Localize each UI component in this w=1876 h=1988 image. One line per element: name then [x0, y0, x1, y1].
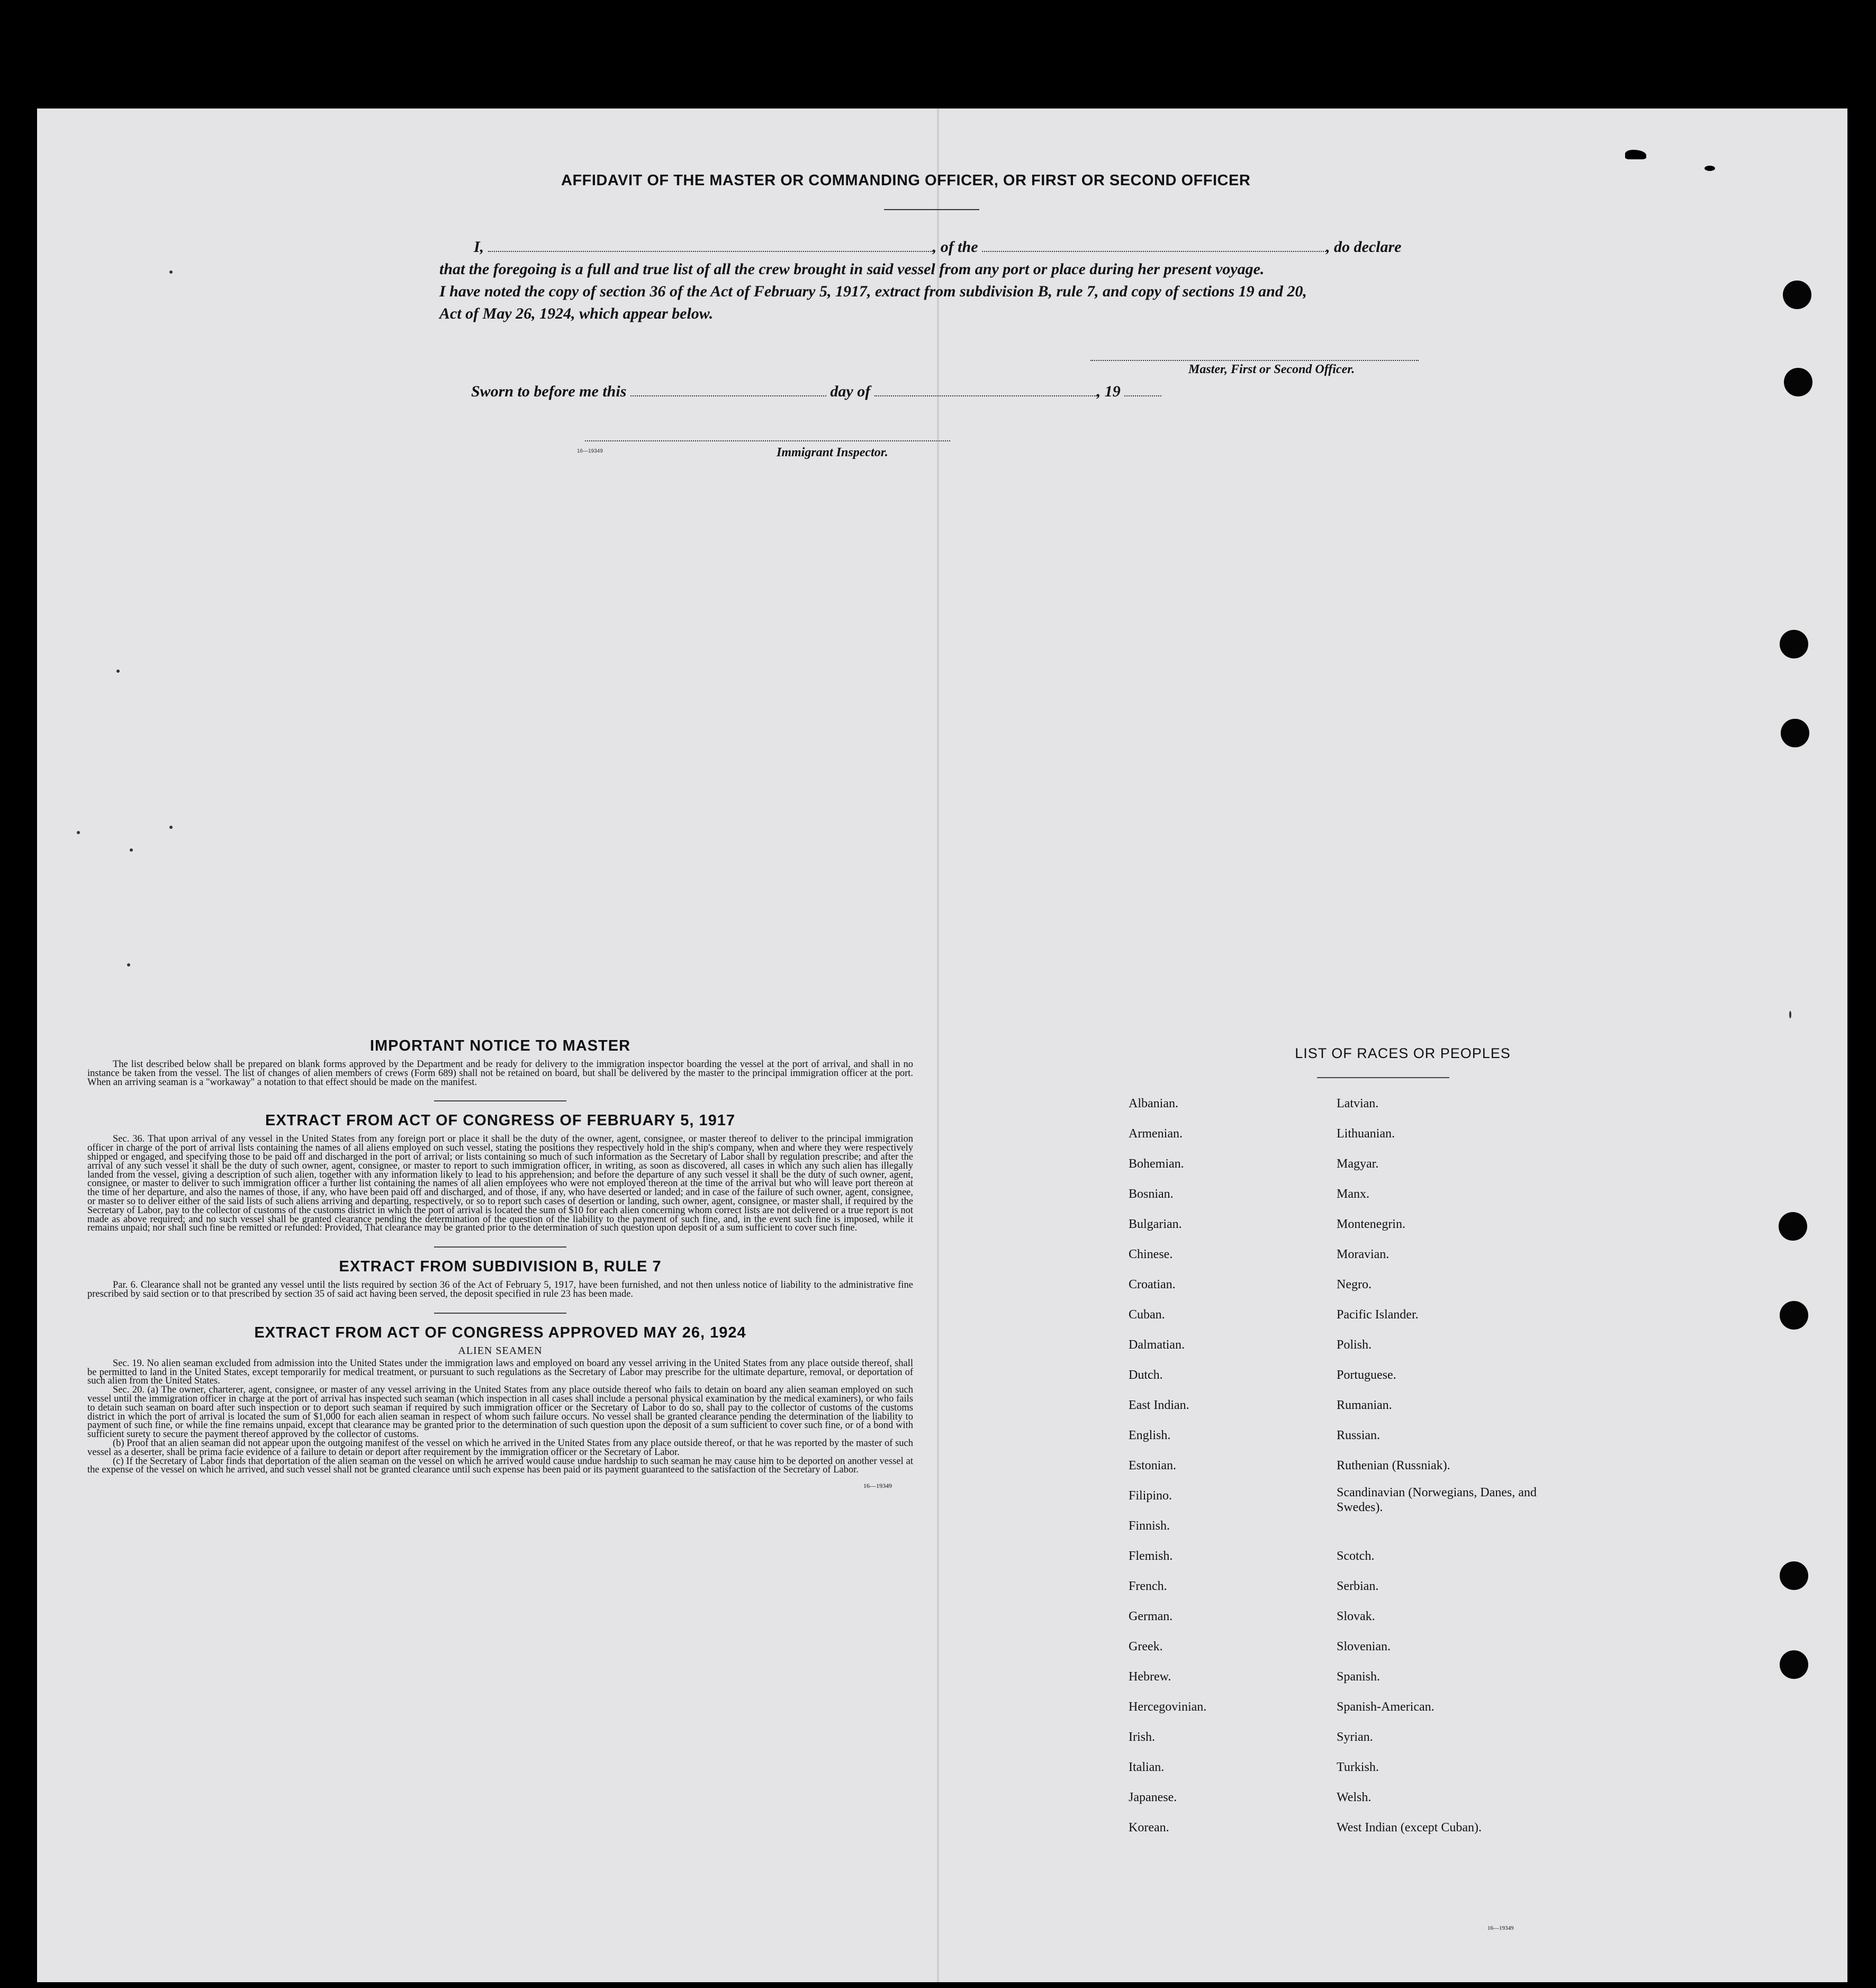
race-item: Rumanian. — [1337, 1398, 1392, 1412]
sworn-year: , 19 — [1096, 383, 1121, 400]
race-item: Manx. — [1337, 1187, 1369, 1201]
race-item: Chinese. — [1129, 1248, 1173, 1261]
race-item: Bosnian. — [1129, 1187, 1174, 1201]
race-item: Japanese. — [1129, 1791, 1177, 1804]
title-divider — [884, 209, 979, 210]
race-item: East Indian. — [1129, 1398, 1189, 1412]
paper-speck — [77, 831, 80, 834]
race-item: Armenian. — [1129, 1127, 1183, 1141]
punch-hole — [1784, 368, 1812, 396]
races-column-b — [1337, 1089, 1570, 1843]
notices-column — [87, 1037, 913, 1490]
extract-1917-paragraph: Sec. 36. That upon arrival of any vessel in the United States from any foreign port or place it shall be the duty of the owner, agent, consignee, or master thereof to deliver to the principal immigration officer in charge of the port of arrival lists containing the names of all aliens employed on such vessel, stating the positions they respectively hold in the ship's company, when and where they were respectively shipped or engaged, and specifying those to be paid off and discharged in the port of arrival; or lists containing so much of such information as the Secretary of Labor shall by regulation prescribe; and after the arrival of any such vessel it shall be the duty of such owner, agent, consignee, or master to report to such immigration officer, in writing, as soon as discovered, all cases in which any such alien has illegally landed from the vessel, giving a description of such alien, together with any information likely to lead to his apprehension; and before the departure of any such vessel it shall be the duty of such owner, agent, consignee, or master to deliver to such immigration officer a further list containing the names of all alien employees who were not employed thereon at the time of the arrival but who will leave port thereon at the time of her departure, and also the names of those, if any, who have been paid off and discharged, and of those, if any, who have deserted or landed; and in case of the failure of such owner, agent, consignee, or master so to deliver either of the said lists of such aliens arriving and departing, respectively, or so to report such cases of desertion or landing, such owner, agent, consignee, or master shall, if required by the Secretary of Labor, pay to the collector of customs of the customs district in which the port of arrival is located the sum of $10 for each alien concerning whom correct lists are not delivered or a true report is not made as above required; and no such vessel shall be granted clearance pending the determination of the question of the liability to the payment of such fine, and, in the event such fine is imposed, while it remains unpaid; nor shall such fine be remitted or refunded: Provided, That clearance may be granted prior to the determination of such question upon deposit of a sum sufficient to cover such fine. — [87, 1134, 913, 1234]
race-item: Finnish. — [1129, 1519, 1170, 1533]
paper-speck — [116, 670, 120, 673]
race-item: Russian. — [1337, 1429, 1381, 1442]
race-item: Pacific Islander. — [1337, 1308, 1419, 1322]
notice-heading: IMPORTANT NOTICE TO MASTER — [369, 1037, 631, 1054]
master-signature-field[interactable] — [1090, 360, 1419, 361]
extract-rule7-heading: EXTRACT FROM SUBDIVISION B, RULE 7 — [339, 1258, 662, 1276]
race-item: Magyar. — [1337, 1157, 1379, 1171]
declaration-text-line: Act of May 26, 1924, which appear below. — [439, 305, 714, 322]
paper-speck — [169, 270, 173, 274]
races-column-a — [1129, 1089, 1319, 1843]
race-item: Spanish. — [1337, 1670, 1381, 1684]
race-item: French. — [1129, 1579, 1167, 1593]
sworn-month-field[interactable] — [874, 392, 1097, 396]
punch-hole — [1780, 1301, 1808, 1330]
punch-hole — [1781, 719, 1809, 747]
race-item: Serbian. — [1337, 1579, 1379, 1593]
race-item: Welsh. — [1337, 1791, 1372, 1804]
race-item: Scotch. — [1337, 1549, 1375, 1563]
race-item: Dutch. — [1129, 1368, 1163, 1382]
section-divider — [434, 1100, 566, 1101]
extract-rule7-paragraph: Par. 6. Clearance shall not be granted any vessel until the lists required by section 36 of the Act of February 5, 1917, have been furnished, and not then unless notice of liability to the administrative fine prescribed by said section or to that prescribed by section 35 of said act having been served, the deposit specified in rule 23 has been made. — [87, 1280, 913, 1299]
declaration-of-the: , of the — [932, 238, 978, 256]
inspector-signature-field[interactable] — [585, 440, 950, 441]
race-item: Syrian. — [1337, 1730, 1373, 1744]
form-number: 16—19349 — [1487, 1925, 1514, 1931]
race-item: Bohemian. — [1129, 1157, 1184, 1171]
sworn-day-of: day of — [830, 383, 871, 400]
race-item: Italian. — [1129, 1760, 1165, 1774]
sworn-line — [471, 383, 1161, 401]
race-item: Spanish-American. — [1337, 1700, 1435, 1714]
punch-hole — [1780, 630, 1808, 658]
race-item: Greek. — [1129, 1640, 1163, 1653]
race-item: Albanian. — [1129, 1097, 1178, 1110]
race-item: Negro. — [1337, 1278, 1372, 1291]
vessel-name-field[interactable] — [982, 248, 1326, 252]
extract-1924-heading: EXTRACT FROM ACT OF CONGRESS APPROVED MAY 26, 1924 — [254, 1324, 746, 1341]
race-item: German. — [1129, 1610, 1173, 1623]
punch-hole — [1779, 1212, 1807, 1241]
section-divider — [434, 1246, 566, 1248]
inspector-signature-label: Immigrant Inspector. — [777, 446, 888, 459]
race-item: West Indian (except Cuban). — [1337, 1821, 1482, 1835]
declaration-i: I, — [474, 238, 484, 256]
declaration-text-line: that the foregoing is a full and true list of all the crew brought in said vessel from any port or place during her present voyage. — [439, 260, 1265, 278]
sworn-year-field[interactable] — [1124, 392, 1161, 396]
alien-seamen-subheading: ALIEN SEAMEN — [458, 1344, 543, 1357]
race-item: Montenegrin. — [1337, 1217, 1405, 1231]
race-item: Dalmatian. — [1129, 1338, 1185, 1352]
paper-speck — [127, 963, 130, 966]
paper-speck — [1789, 1011, 1791, 1018]
paper-speck — [1704, 166, 1715, 171]
race-item: Slovenian. — [1337, 1640, 1391, 1653]
race-item: English. — [1129, 1429, 1171, 1442]
race-item: Turkish. — [1337, 1760, 1379, 1774]
race-item: Hebrew. — [1129, 1670, 1171, 1684]
race-item: Filipino. — [1129, 1489, 1172, 1503]
race-item: Croatian. — [1129, 1278, 1176, 1291]
race-item: Cuban. — [1129, 1308, 1165, 1322]
race-item: Slovak. — [1337, 1610, 1375, 1623]
race-item: Korean. — [1129, 1821, 1169, 1835]
race-item: Ruthenian (Russniak). — [1337, 1459, 1450, 1472]
declaration-text-line: I have noted the copy of section 36 of the Act of February 5, 1917, extract from subdivision B, rule 7, and copy of sections 19 and 20, — [439, 283, 1307, 300]
races-divider — [1317, 1077, 1449, 1078]
race-item: Portuguese. — [1337, 1368, 1396, 1382]
race-item: Estonian. — [1129, 1459, 1176, 1472]
race-item: Latvian. — [1337, 1097, 1379, 1110]
races-list-heading: LIST OF RACES OR PEOPLES — [1295, 1045, 1511, 1061]
paper-speck — [1625, 150, 1646, 159]
sworn-prefix: Sworn to before me this — [471, 383, 627, 400]
race-item: Lithuanian. — [1337, 1127, 1395, 1141]
punch-hole — [1780, 1650, 1808, 1679]
affidavit-title: AFFIDAVIT OF THE MASTER OR COMMANDING OFFICER, OR FIRST OR SECOND OFFICER — [561, 172, 1251, 189]
section-20b-paragraph: (b) Proof that an alien seaman did not appear upon the outgoing manifest of the vessel on which he arrived in the United States from any place outside thereof, or that he was reported by the master of such vessel as a deserter, shall be prima facie evidence of a failure to detain or deport after requirement by the immigration officer or the Secretary of Labor. — [87, 1438, 913, 1458]
race-item: Moravian. — [1337, 1248, 1390, 1261]
notice-paragraph: The list described below shall be prepared on blank forms approved by the Department and be ready for delivery to the immigration inspector boarding the vessel at the port of arrival, and shall in no instance be taken from the vessel. The list of changes of alien members of crews (Form 689) shall not be retained on board, but shall be delivered by the master to the principal immigration officer at the port. When an arriving seaman is a "workaway" a notation to that effect should be made on the manifest. — [87, 1059, 913, 1088]
paper-speck — [169, 826, 173, 829]
section-divider — [434, 1313, 566, 1314]
master-signature-label: Master, First or Second Officer. — [1188, 363, 1355, 376]
punch-hole — [1780, 1561, 1808, 1590]
section-20a-paragraph: Sec. 20. (a) The owner, charterer, agent, consignee, or master of any vessel arriving in the United States from any place outside thereof who fails to detain on board any alien seaman employed on such vessel until the immigration officer in charge at the port of arrival has inspected such seaman (which inspection in all cases shall include a personal physical examination by the medical examiners), or who fails to detain such seaman on board after such inspection or to deport such seaman if required by such immigration officer or the Secretary of Labor to do so, shall pay to the collector of customs of the customs district in which the port of arrival is located the sum of $1,000 for each alien seaman in respect of whom such failure occurs. No vessel shall be granted clearance pending the determination of the liability to payment of such fine, or while the fine remains unpaid, except that clearance may be granted prior to the determination of such question upon the deposit of a sum sufficient to cover such fine, or of a bond with sufficient surety to secure the payment thereof approved by the collector of customs. — [87, 1385, 913, 1440]
race-item: Irish. — [1129, 1730, 1155, 1744]
paper-speck — [130, 848, 133, 852]
race-item: Polish. — [1337, 1338, 1372, 1352]
sworn-day-field[interactable] — [630, 392, 826, 396]
race-item: Hercegovinian. — [1129, 1700, 1207, 1714]
race-item: Scandinavian (Norwegians, Danes, and Swedes). — [1337, 1486, 1537, 1514]
section-19-paragraph: Sec. 19. No alien seaman excluded from admission into the United States under the immigration laws and employed on board any vessel arriving in the United States from any place outside thereof, shall be permitted to land in the United States, except temporarily for medical treatment, or pursuant to such regulations as the Secretary of Labor may prescribe for the ultimate departure, removal, or deportation of such alien from the United States. — [87, 1358, 913, 1387]
race-item: Flemish. — [1129, 1549, 1173, 1563]
race-item: Bulgarian. — [1129, 1217, 1182, 1231]
section-20c-paragraph: (c) If the Secretary of Labor finds that deportation of the alien seaman on the vessel on which he arrived would cause undue hardship to such seaman he may cause him to be deported on another vessel at the expense of the vessel on which he arrived, and such vessel shall not be granted clearance until such expense has been paid or its payment guaranteed to the satisfaction of the Secretary of Labor. — [87, 1456, 913, 1476]
form-number: 16—19349 — [577, 448, 603, 454]
declaration-declare: , do declare — [1326, 238, 1402, 256]
declarant-name-field[interactable] — [488, 248, 933, 252]
punch-hole — [1783, 281, 1811, 309]
extract-1917-heading: EXTRACT FROM ACT OF CONGRESS OF FEBRUARY 5, 1917 — [265, 1112, 736, 1129]
form-number: 16—19349 — [863, 1482, 892, 1490]
form-sheet — [37, 109, 1847, 1982]
declaration-line — [474, 238, 1401, 256]
